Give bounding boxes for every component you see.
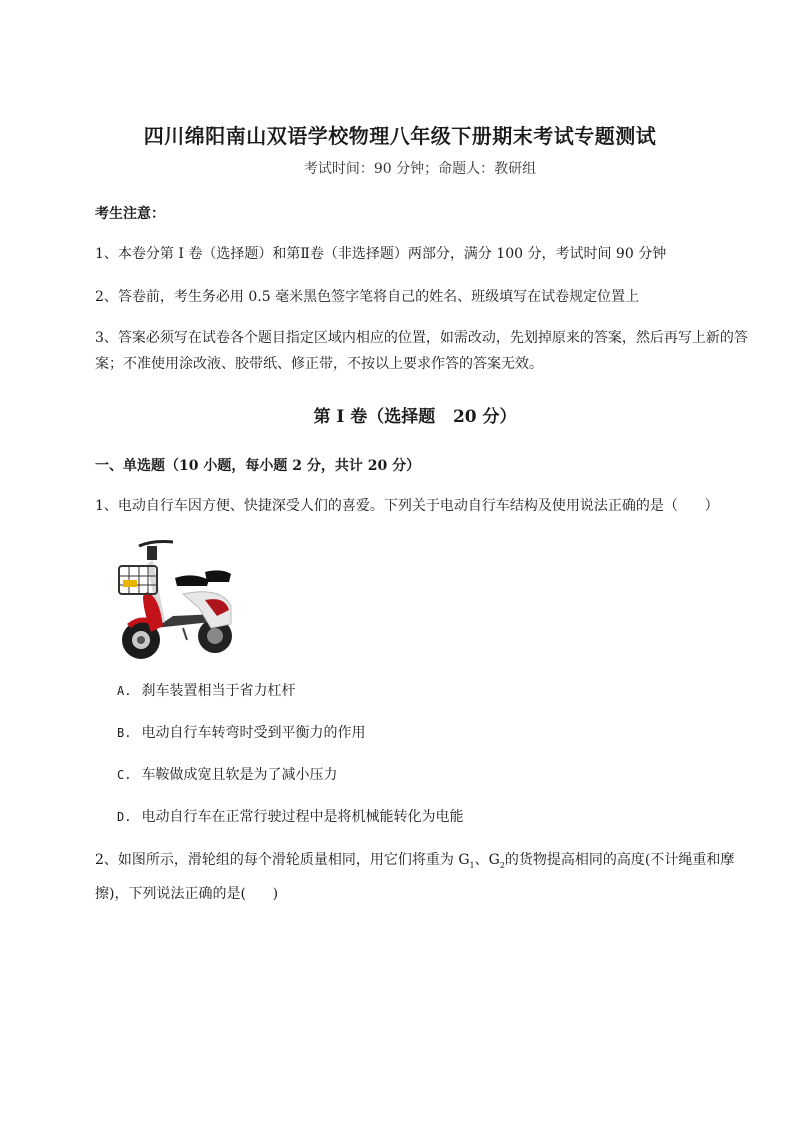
- option-a-text: 刹车装置相当于省力杠杆: [141, 683, 296, 699]
- option-a[interactable]: [117, 680, 295, 702]
- option-d-text: 电动自行车在正常行驶过程中是将机械能转化为电能: [141, 809, 464, 825]
- exam-info: 考试时间：90 分钟；命题人：教研组: [303, 161, 537, 177]
- notice-item-3: 3、答案必须写在试卷各个题目指定区域内相应的位置，如需改动，先划掉原来的答案，然后再写上新的答案；不准使用涂改液、胶带纸、修正带，不按以上要求作答的答案无效。: [95, 330, 748, 372]
- option-b[interactable]: [117, 722, 365, 744]
- question-2-text-part: 、G: [474, 852, 500, 868]
- question-1-text: 1、电动自行车因方便、快捷深受人们的喜爱。下列关于电动自行车结构及使用说法正确的是（ ）: [95, 498, 719, 514]
- option-d-letter: D.: [117, 810, 132, 824]
- notice-item-1: 1、本卷分第 I 卷（选择题）和第Ⅱ卷（非选择题）两部分，满分 100 分，考试时间 90 分钟: [95, 246, 667, 262]
- option-a-letter: A.: [117, 684, 132, 698]
- part-heading: 一、单选题（10 小题，每小题 2 分，共计 20 分）: [95, 458, 421, 474]
- option-d[interactable]: [117, 806, 463, 828]
- option-c-text: 车鞍做成宽且软是为了减小压力: [141, 767, 338, 783]
- page-title: 四川绵阳南山双语学校物理八年级下册期末考试专题测试: [143, 124, 657, 148]
- notice-item-2: 2、答卷前，考生务必用 0.5 毫米黑色签字笔将自己的姓名、班级填写在试卷规定位置上: [95, 289, 640, 305]
- notice-heading: 考生注意：: [95, 206, 165, 222]
- question-2-text: [95, 846, 755, 908]
- electric-scooter-image: [113, 536, 243, 661]
- question-2-text-part: 2、如图所示，滑轮组的每个滑轮质量相同，用它们将重为 G: [95, 852, 470, 868]
- section-title: 第 I 卷（选择题 20 分）: [313, 407, 517, 427]
- question-2-text-part: 的货物提高相同的高度(不计绳重和摩擦)，下列说法正确的是( ): [95, 852, 735, 902]
- option-c-letter: C.: [117, 768, 132, 782]
- subscript-1: 1: [469, 860, 475, 870]
- option-b-letter: B.: [117, 726, 132, 740]
- option-c[interactable]: [117, 764, 337, 786]
- option-b-text: 电动自行车转弯时受到平衡力的作用: [141, 725, 366, 741]
- subscript-2: 2: [499, 860, 505, 870]
